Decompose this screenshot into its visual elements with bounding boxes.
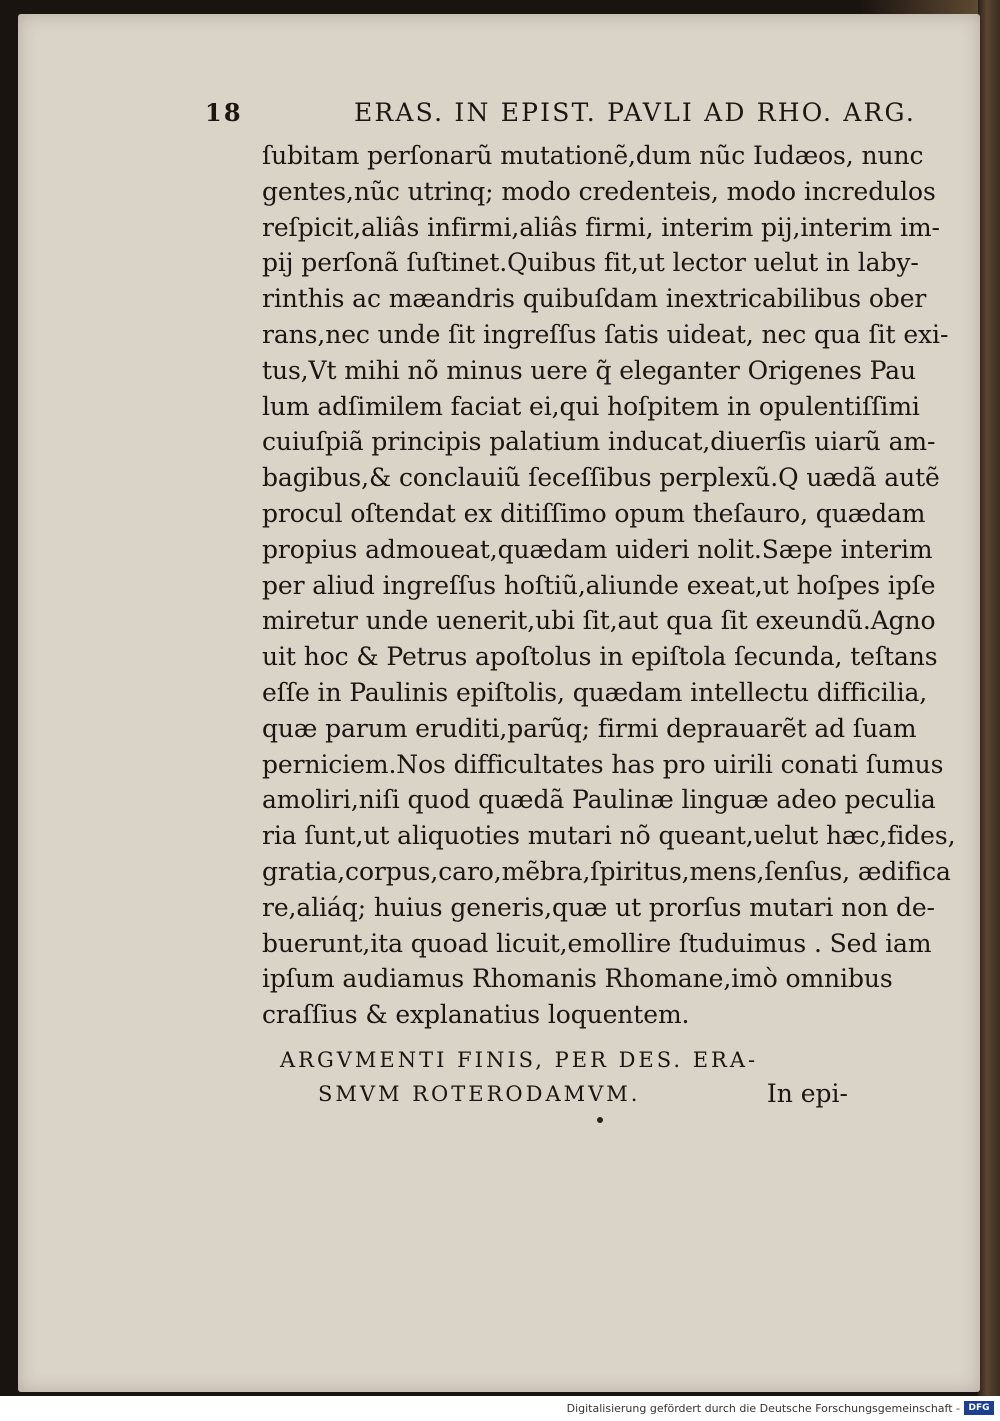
text-line: rinthis ac mæandris quibuſdam inextricabilibus ober [262, 284, 927, 314]
closing-colophon [280, 1043, 920, 1111]
text-line: ipſum audiamus Rhomanis Rhomane,imò omnibus [262, 964, 893, 994]
text-line: per aliud ingreſſus hoſtiũ,aliunde exeat,ut hoſpes ipſe [262, 570, 936, 600]
text-line: procul oſtendat ex ditiſſimo opum theſauro, quædam [262, 498, 926, 528]
signature-mark [597, 1117, 603, 1123]
text-line: uit hoc & Petrus apoſtolus in epiſtola ſecunda, teſtans [262, 642, 938, 672]
text-line: quæ parum eruditi,parũq; firmi deprauarẽt ad ſuam [262, 713, 917, 743]
colophon-line-1: ARGVMENTI FINIS, PER DES. ERA- [280, 1047, 759, 1072]
catchword: In epi- [766, 1078, 848, 1108]
text-line: bagibus,& conclauiũ ſeceſſibus perplexũ.Q uædã autẽ [262, 463, 940, 493]
text-line: ria ſunt,ut aliquoties mutari nõ queant,uelut hæc,fides, [262, 821, 956, 851]
text-line: amoliri,niſi quod quædã Paulinæ linguæ adeo peculia [262, 785, 936, 815]
text-line: eſſe in Paulinis epiſtolis, quædam intellectu difficilia, [262, 677, 928, 707]
text-line: gentes,nũc utrinq; modo credenteis, modo incredulos [262, 176, 936, 206]
text-line: gratia,corpus,caro,mẽbra,ſpiritus,mens,ſenſus, ædifica [262, 856, 951, 886]
text-line: cuiuſpiã principis palatium inducat,diuerſis uiarũ am- [262, 427, 936, 457]
funding-credit: Digitalisierung gefördert durch die Deutsche Forschungsgemeinschaft - [566, 1402, 960, 1415]
text-line: pij perſonã ſuſtinet.Quibus fit,ut lector uelut in laby- [262, 248, 919, 278]
text-line: reſpicit,aliâs infirmi,aliâs firmi, interim pij,interim im- [262, 212, 940, 242]
running-head-title: ERAS. IN EPIST. PAVLI AD RHO. ARG. [353, 98, 916, 127]
page-edge-right [978, 0, 1000, 1396]
text-line: craſſius & explanatius loquentem. [262, 1000, 690, 1030]
dfg-logo: DFG [964, 1401, 994, 1415]
body-text [262, 138, 956, 1033]
text-line: ſubitam perſonarũ mutationẽ,dum nũc Iudæos, nunc [262, 141, 924, 170]
text-line: buerunt,ita quoad licuit,emollire ſtuduimus . Sed iam [262, 928, 932, 958]
page-number: 18 [205, 98, 243, 127]
footer-bar [0, 1396, 1000, 1421]
text-block [205, 98, 956, 1111]
running-head [205, 98, 920, 138]
text-line: rans,nec unde ſit ingreſſus ſatis uideat, nec qua ſit exi- [262, 319, 949, 349]
text-line: miretur unde uenerit,ubi ſit,aut qua ſit exeundũ.Agno [262, 606, 936, 636]
text-line: tus,Vt mihi nõ minus uere q̃ eleganter Origenes Pau [262, 355, 916, 385]
colophon-line-2-text: SMVM ROTERODAMVM. [318, 1081, 641, 1106]
text-line: re,aliáq; huius generis,quæ ut prorſus mutari non de- [262, 892, 935, 922]
text-line: propius admoueat,quædam uideri nolit.Sæpe interim [262, 534, 933, 564]
colophon-line-2 [280, 1077, 848, 1111]
text-line: lum adſimilem faciat ei,qui hoſpitem in opulentiſſimi [262, 391, 920, 421]
text-line: perniciem.Nos difficultates has pro uirili conati ſumus [262, 749, 944, 779]
